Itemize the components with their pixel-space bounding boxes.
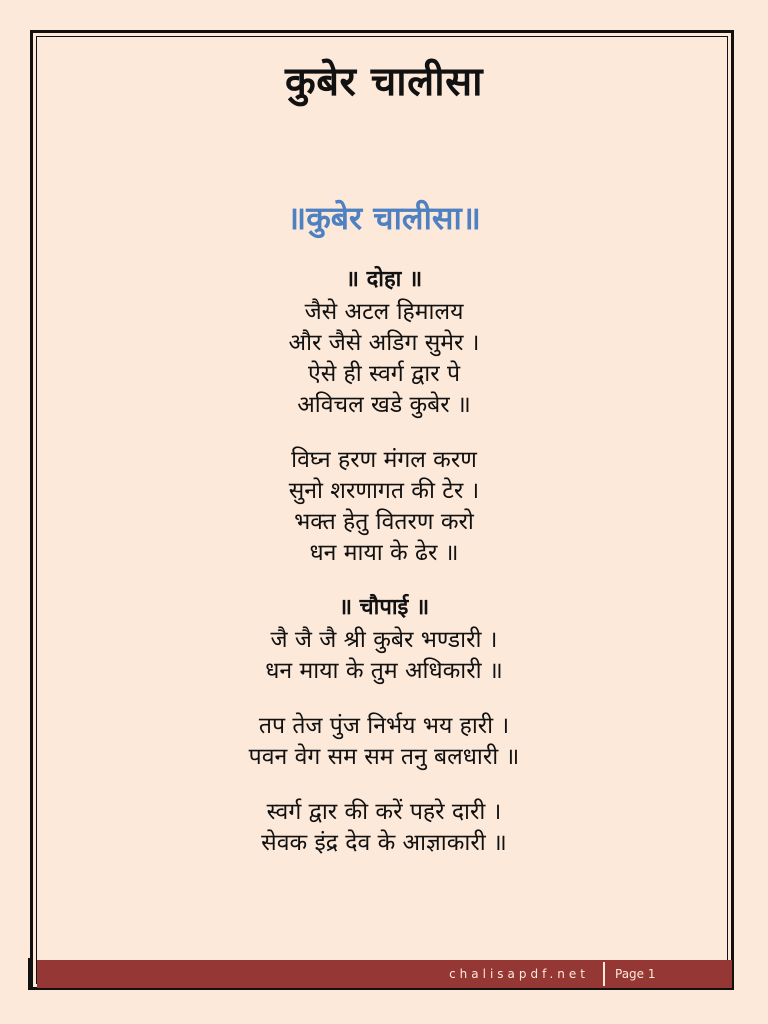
- footer-edge: [28, 958, 30, 990]
- page-title: कुबेर चालीसा: [285, 59, 483, 105]
- chalisa-body: [0, 265, 768, 883]
- verse-line: सुनो शरणागत की टेर ।: [288, 478, 480, 504]
- verse-line: जैसे अटल हिमालय: [304, 299, 464, 325]
- chaupai-stanza: [0, 625, 768, 687]
- verse-line: और जैसे अडिग सुमेर ।: [288, 330, 480, 356]
- chaupai-stanza: [0, 797, 768, 859]
- verse-line: विघ्न हरण मंगल करण: [291, 447, 477, 473]
- verse-line: धन माया के ढेर ॥: [309, 540, 459, 566]
- verse-line: भक्त हेतु वितरण करो: [294, 509, 474, 535]
- section-title: ॥कुबेर चालीसा॥: [287, 199, 481, 237]
- doha-stanza: [0, 445, 768, 569]
- verse-line: जै जै जै श्री कुबेर भण्डारी ।: [270, 627, 498, 653]
- footer-divider: [603, 962, 605, 986]
- verse-line: ऐसे ही स्वर्ग द्वार पे: [307, 361, 461, 387]
- chaupai-heading: ॥ चौपाई ॥: [338, 595, 430, 620]
- verse-line: धन माया के तुम अधिकारी ॥: [265, 658, 503, 684]
- page-number: Page 1: [615, 967, 656, 981]
- verse-line: अविचल खडे कुबेर ॥: [297, 392, 471, 418]
- footer-site-link[interactable]: chalisapdf.net: [449, 967, 589, 981]
- verse-line: तप तेज पुंज निर्भय भय हारी ।: [258, 713, 510, 739]
- doha-heading: ॥ दोहा ॥: [345, 267, 423, 292]
- verse-line: स्वर्ग द्वार की करें पहरे दारी ।: [266, 799, 502, 825]
- verse-line: सेवक इंद्र देव के आज्ञाकारी ॥: [261, 830, 507, 856]
- chaupai-stanza: [0, 711, 768, 773]
- page-footer: [37, 960, 732, 988]
- doha-stanza: [0, 297, 768, 421]
- verse-line: पवन वेग सम सम तनु बलधारी ॥: [248, 744, 520, 770]
